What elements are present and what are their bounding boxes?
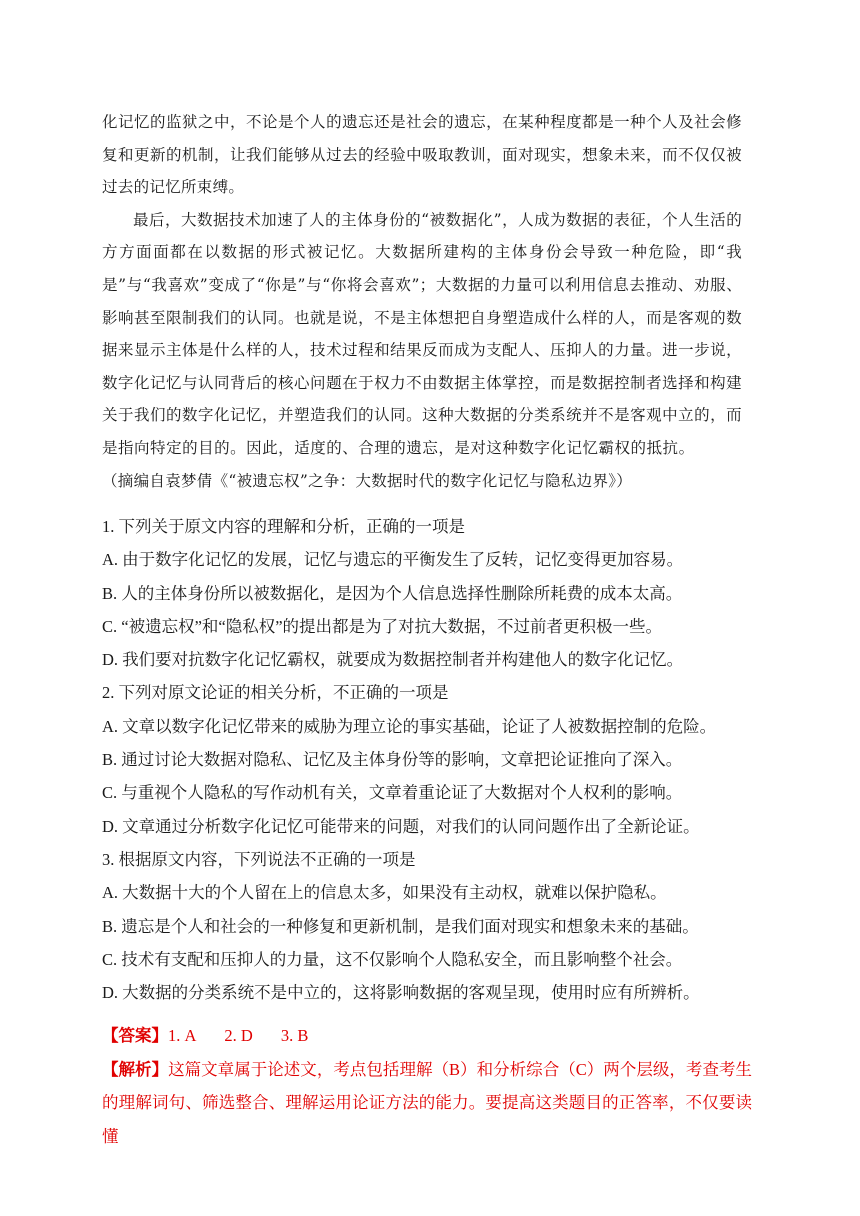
analysis-text: 这篇文章属于论述文，考点包括理解（B）和分析综合（C）两个层级，考查考生的理解词句、筛选整合、理解运用论证方法的能力。要提高这类题目的正答率，不仅要读懂: [102, 1059, 753, 1146]
answer-2: 2. D: [224, 1026, 253, 1045]
answer-section: [102, 1019, 752, 1153]
answer-line: [102, 1019, 752, 1053]
question-3-option-a: A. 大数据十大的个人留在上的信息太多，如果没有主动权，就难以保护隐私。: [102, 883, 667, 903]
passage-source-citation: （摘编自袁梦倩《“被遗忘权”之争：大数据时代的数字化记忆与隐私边界》）: [102, 471, 633, 490]
question-list: [102, 510, 752, 1009]
question-1-option-b: B. 人的主体身份所以被数据化，是因为个人信息选择性删除所耗费的成本太高。: [102, 583, 683, 603]
passage-final-text: 最后，大数据技术加速了人的主体身份的“被数据化”，人成为数据的表征，个人生活的方方面面都在以数据的形式被记忆。大数据所建构的主体身份会导致一种危险，即“我是”与“我喜欢”变成了“你是”与“你将会喜欢”；大数据的力量可以利用信息去推动、劝服、影响甚至限制我们的认同。也就是说，不是主体想把自身塑造成什么样的人，而是客观的数据来显示主体是什么样的人，技术过程和结果反而成为支配人、压抑人的力量。进一步说，数字化记忆与认同背后的核心问题在于权力不由数据主体掌控，而是数据控制者选择和构建关于我们的数字化记忆，并塑造我们的认同。这种大数据的分类系统并不是客观中立的，而是指向特定的目的。因此，适度的、合理的遗忘，是对这种数字化记忆霸权的抵抗。: [102, 210, 742, 457]
question-2-option-a: A. 文章以数字化记忆带来的威胁为理立论的事实基础，论证了人被数据控制的危险。: [102, 716, 717, 736]
passage-paragraph-final: [102, 204, 742, 497]
question-1-option-c: C. “被遗忘权”和“隐私权”的提出都是为了对抗大数据，不过前者更积极一些。: [102, 616, 663, 636]
question-2-option-b: B. 通过讨论大数据对隐私、记忆及主体身份等的影响，文章把论证推向了深入。: [102, 750, 683, 770]
question-2-option-d: D. 文章通过分析数字化记忆可能带来的问题，对我们的认同问题作出了全新论证。: [102, 816, 700, 836]
passage-paragraph-continued: 化记忆的监狱之中，不论是个人的遗忘还是社会的遗忘，在某种程度都是一种个人及社会修复和更新的机制，让我们能够从过去的经验中吸取教训，面对现实，想象未来，而不仅仅被过去的记忆所束缚。: [102, 113, 742, 197]
question-3-stem: 3. 根据原文内容，下列说法不正确的一项是: [102, 849, 416, 869]
question-2-stem: 2. 下列对原文论证的相关分析，不正确的一项是: [102, 683, 449, 703]
answer-3: 3. B: [280, 1026, 309, 1045]
question-1-option-d: D. 我们要对抗数字化记忆霸权，就要成为数据控制者并构建他人的数字化记忆。: [102, 650, 684, 670]
analysis-label: 【解析】: [102, 1059, 169, 1079]
question-3-option-c: C. 技术有支配和压抑人的力量，这不仅影响个人隐私安全，而且影响整个社会。: [102, 949, 683, 969]
answer-label: 【答案】: [102, 1026, 168, 1045]
question-3-option-b: B. 遗忘是个人和社会的一种修复和更新机制，是我们面对现实和想象未来的基础。: [102, 916, 699, 936]
answer-1: 1. A: [168, 1026, 197, 1045]
question-3-option-d: D. 大数据的分类系统不是中立的，这将影响数据的客观呈现，使用时应有所辨析。: [102, 983, 700, 1003]
analysis-paragraph: [102, 1053, 752, 1154]
reading-passage: [102, 106, 742, 497]
question-1-option-a: A. 由于数字化记忆的发展，记忆与遗忘的平衡发生了反转，记忆变得更加容易。: [102, 550, 684, 570]
question-1-stem: 1. 下列关于原文内容的理解和分析，正确的一项是: [102, 517, 465, 536]
question-2-option-c: C. 与重视个人隐私的写作动机有关，文章着重论证了大数据对个人权利的影响。: [102, 783, 683, 803]
